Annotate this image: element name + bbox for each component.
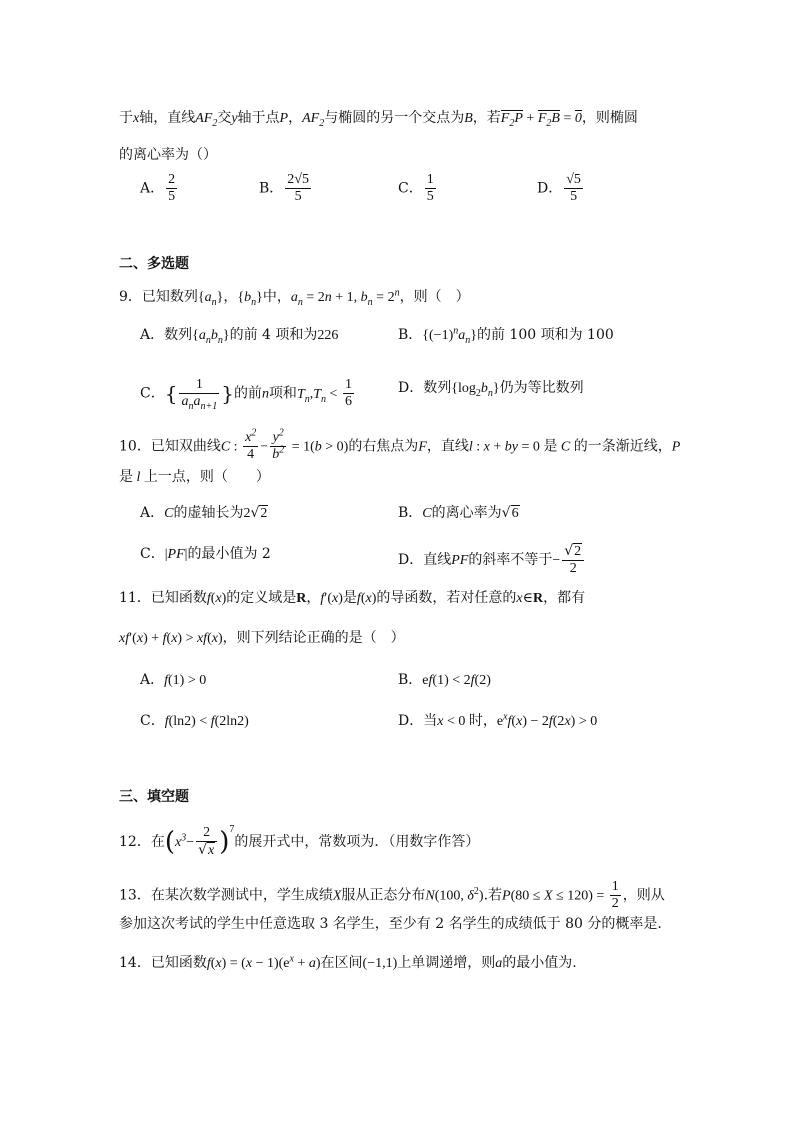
q11-stem-line2: xf′(x) + f(x) > xf(x)，则下列结论正确的是（ ） [119, 630, 405, 646]
q9-option-d[interactable]: D．数列$\{\log_2b_n\}$仍为等比数列 [398, 380, 584, 399]
q10-stem-line2: 是 l 上一点，则（ ） [119, 469, 270, 485]
q10-option-c[interactable]: C．|PF|的最小值为 2 [140, 546, 271, 562]
q10-stem-line1: 10．已知双曲线C : $\frac{x^2}{4}$ − $\frac{y^2}{b^2}$ = 1(b > 0)的右焦点为F，直线l : x + by = 0 是 C 的一条渐近线，P [119, 427, 681, 462]
q11-option-a[interactable]: A．f(1) > 0 [140, 672, 207, 688]
q14-stem: 14．已知函数$f(x) = (x - 1)(e^x + a)$在区间(−1,1)上单调递增，则a的最小值为. [119, 953, 577, 971]
section-heading-multi-choice: 二、多选题 [119, 256, 189, 272]
q13-stem-line1: 13．在某次数学测试中，学生成绩X服从正态分布N(100, $\delta^2$).若P(80 ≤ X ≤ 120) = $\frac{1}{2}$ ，则从 [119, 879, 665, 911]
q9-stem: 9．已知数列$\{a_n\}$，$\{b_n\}$中，$a_n = 2n + 1$, $b_n = 2^n$，则（ ） [119, 287, 470, 308]
q9-option-c[interactable]: C．{ $\frac{1}{a_na_{n+1}}$ }的前n项和$T_n,T_n$ < $\frac{1}{6}$ [140, 377, 352, 412]
q12-stem: 12．在($x^3-$ $\frac{2}{√x}$ )$^7$的展开式中，常数项为．（用数字作答） [119, 824, 480, 858]
q11-stem-line1: 11．已知函数f(x)的定义域是R，f′(x)是f(x)的导函数，若对任意的x∈R，都有 [119, 590, 586, 606]
q11-option-b[interactable]: B．ef(1) < 2f(2) [398, 672, 491, 688]
q10-option-a[interactable]: A．C的虚轴长为2√2 [140, 505, 268, 521]
q8-stem-line1: 于x轴，直线$AF_2$交y轴于点P，$AF_2$与椭圆的另一个交点为B，若$F_2P + F_2B = 0$，则椭圆 [119, 110, 638, 129]
q8-stem-line2: 的离心率为（） [119, 147, 217, 163]
q11-option-c[interactable]: C．f(ln2) < f(2ln2) [140, 713, 249, 729]
q9-option-b[interactable]: B．$\{(-1)^na_n\}$的前 100 项和为 100 [398, 325, 614, 346]
q10-option-d[interactable]: D．直线PF的斜率不等于− $\frac{√2}{2}$ [398, 544, 586, 576]
q8-option-b[interactable]: B． $\frac{2√5}{5}$ [259, 172, 309, 204]
q8-option-a[interactable]: A． $\frac{2}{5}$ [140, 172, 176, 204]
section-heading-fill-in: 三、填空题 [119, 789, 189, 805]
q8-option-d[interactable]: D． $\frac{√5}{5}$ [537, 172, 581, 204]
q13-stem-line2: 参加这次考试的学生中任意选取 3 名学生，至少有 2 名学生的成绩低于 80 分的概率是. [119, 916, 662, 932]
q8-option-c[interactable]: C． $\frac{1}{5}$ [398, 172, 434, 204]
q11-option-d[interactable]: D．当x < 0 时，$e^xf(x) - 2f(2x) > 0$ [398, 711, 598, 729]
q10-option-b[interactable]: B．C的离心率为√6 [398, 505, 519, 521]
q9-option-a[interactable]: A．数列$\{a_nb_n\}$的前 4 项和为226 [140, 327, 339, 346]
